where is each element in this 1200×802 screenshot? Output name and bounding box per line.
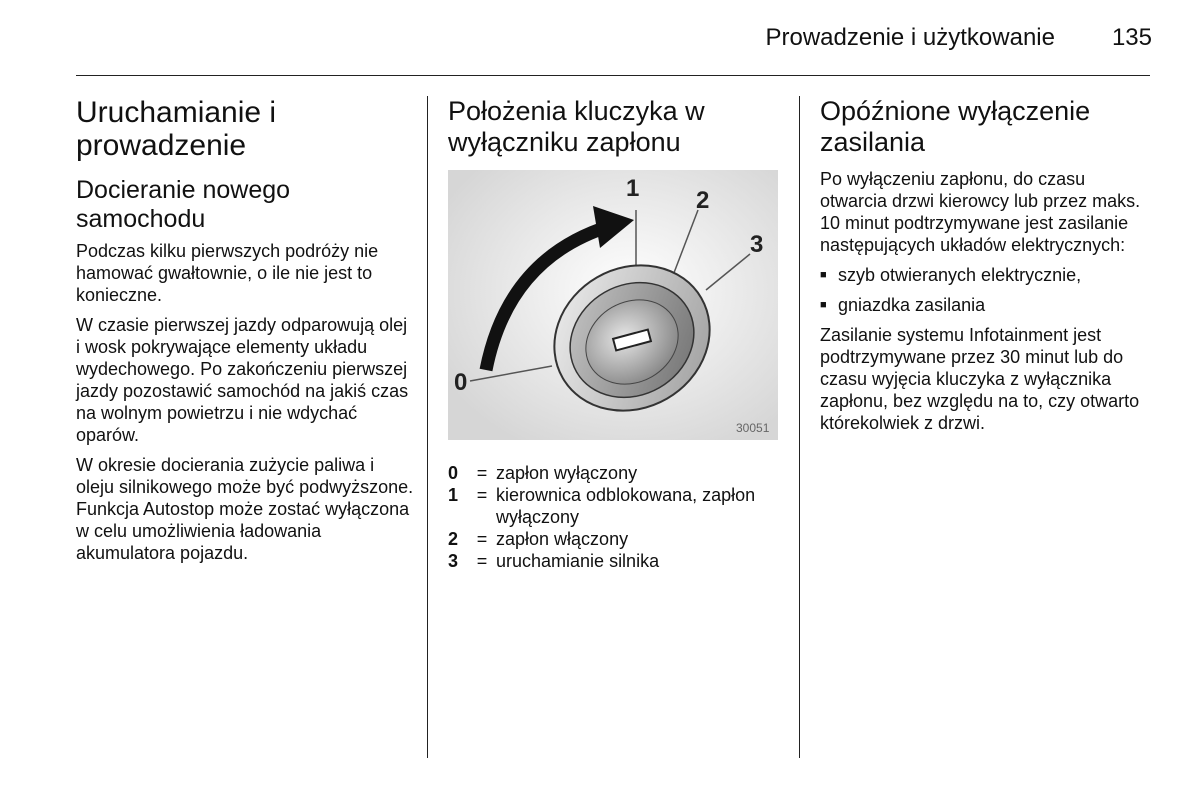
bullet-square-icon: ■ [820,269,827,281]
paragraph: Podczas kilku pierwszych podróży nie hamować gwałtownie, o ile nie jest to konieczne. [76,241,379,305]
legend-row [448,484,778,528]
list-item [820,264,1150,286]
list-item-text: szyb otwieranych elektrycznie, [838,265,1082,285]
page-number: 135 [1111,24,1152,51]
paragraph: W okresie docierania zużycie paliwa i oleju silnikowego może być podwyższone. Funkcja Autostop może zostać wyłączona w celu umożliwienia ładowania akumulatora pojazdu. [76,455,414,563]
legend-key: 2 [448,529,459,549]
legend-key: 0 [448,463,459,483]
legend-text: zapłon włączony [496,529,629,549]
legend-row [448,462,778,484]
section-title: Położenia kluczyka w wyłączniku zapłonu [448,96,705,157]
legend-text: uruchamianie silnika [496,551,660,571]
column-divider-2 [799,96,800,758]
legend-row [448,528,778,550]
legend-text: kierownica odblokowana, zapłon wyłączony [496,485,756,527]
ignition-switch-figure [448,170,778,440]
paragraph: W czasie pierwszej jazdy odparowują olej i wosk pokrywające elementy układu wydechowego. Po zakończeniu pierwszej jazdy pozostawić samochód na jakiś czas na wolnym powietrzu i nie wdychać oparów. [76,315,409,445]
section-title: Opóźnione wyłączenie zasilania [820,96,1091,157]
column-divider-1 [427,96,428,758]
subsection-title: Docieranie nowego samochodu [76,176,291,233]
position-label-1: 1 [626,175,640,202]
header-divider [76,75,1150,76]
list-item [820,294,1150,316]
legend-text: zapłon wyłączony [496,463,638,483]
legend-equals: = [476,485,488,505]
column-right [820,96,1150,442]
legend-equals: = [476,529,488,549]
legend-equals: = [476,463,488,483]
legend-key: 1 [448,485,459,505]
column-left [76,96,414,572]
legend-key: 3 [448,551,459,571]
position-label-0: 0 [454,369,468,396]
section-title: Uruchamianie i prowadzenie [76,96,277,162]
running-header-title: Prowadzenie i użytkowanie [765,24,1055,51]
figure-code: 30051 [736,421,770,435]
legend-equals: = [476,551,488,571]
bullet-square-icon: ■ [820,299,827,311]
position-legend [448,462,778,572]
column-middle [448,96,778,572]
legend-row [448,550,778,572]
position-label-3: 3 [750,231,764,258]
paragraph: Po wyłączeniu zapłonu, do czasu otwarcia drzwi kierowcy lub przez maks. 10 minut podtrzymywane jest zasilanie następujących układów elektrycznych: [820,169,1141,255]
paragraph: Zasilanie systemu Infotainment jest podtrzymywane przez 30 minut lub do czasu wyjęcia kluczyka z wyłącznika zapłonu, bez względu na to, czy otwarto którekolwiek z drzwi. [820,325,1140,433]
position-label-2: 2 [696,187,710,214]
list-item-text: gniazdka zasilania [838,295,986,315]
